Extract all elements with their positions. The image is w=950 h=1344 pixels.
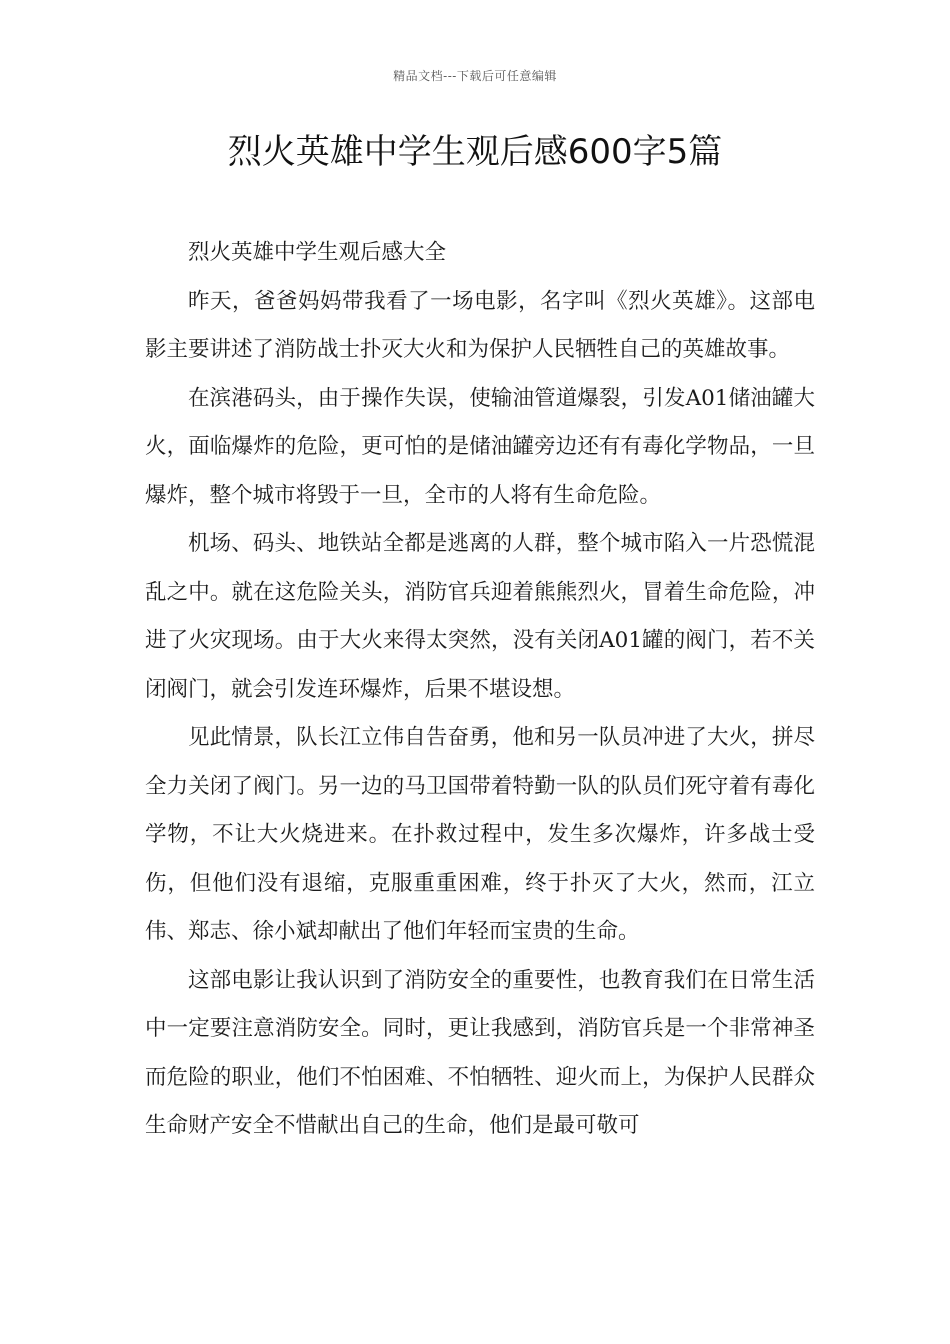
paragraph: 昨天，爸爸妈妈带我看了一场电影，名字叫《烈火英雄》。这部电影主要讲述了消防战士扑灭大火和为保护人民牺牲自己的英雄故事。 [145,288,815,362]
paragraph-subtitle: 烈火英雄中学生观后感大全 [188,240,447,265]
paragraph: 这部电影让我认识到了消防安全的重要性，也教育我们在日常生活中一定要注意消防安全。同时，更让我感到，消防官兵是一个非常神圣而危险的职业，他们不怕困难、不怕牺牲、迎火而上，为保护人民群众生命财产安全不惜献出自己的生命，他们是最可敬可 [145,967,815,1138]
document-body [145,229,815,1151]
document-title: 烈火英雄中学生观后感600字5篇 [227,132,723,172]
header-note: 精品文档---下载后可任意编辑 [393,69,557,83]
paragraph: 在滨港码头，由于操作失误，使输油管道爆裂，引发A01储油罐大火，面临爆炸的危险，更可怕的是储油罐旁边还有有毒化学物品，一旦爆炸，整个城市将毁于一旦，全市的人将有生命危险。 [145,385,815,508]
paragraph: 机场、码头、地铁站全都是逃离的人群，整个城市陷入一片恐慌混乱之中。就在这危险关头，消防官兵迎着熊熊烈火，冒着生命危险，冲进了火灾现场。由于大火来得太突然，没有关闭A01罐的阀门，若不关闭阀门，就会引发连环爆炸，后果不堪设想。 [145,531,815,702]
paragraph: 见此情景，队长江立伟自告奋勇，他和另一队员冲进了大火，拼尽全力关闭了阀门。另一边的马卫国带着特勤一队的队员们死守着有毒化学物，不让大火烧进来。在扑救过程中，发生多次爆炸，许多战士受伤，但他们没有退缩，克服重重困难，终于扑灭了大火，然而，江立伟、郑志、徐小斌却献出了他们年轻而宝贵的生命。 [145,725,815,944]
